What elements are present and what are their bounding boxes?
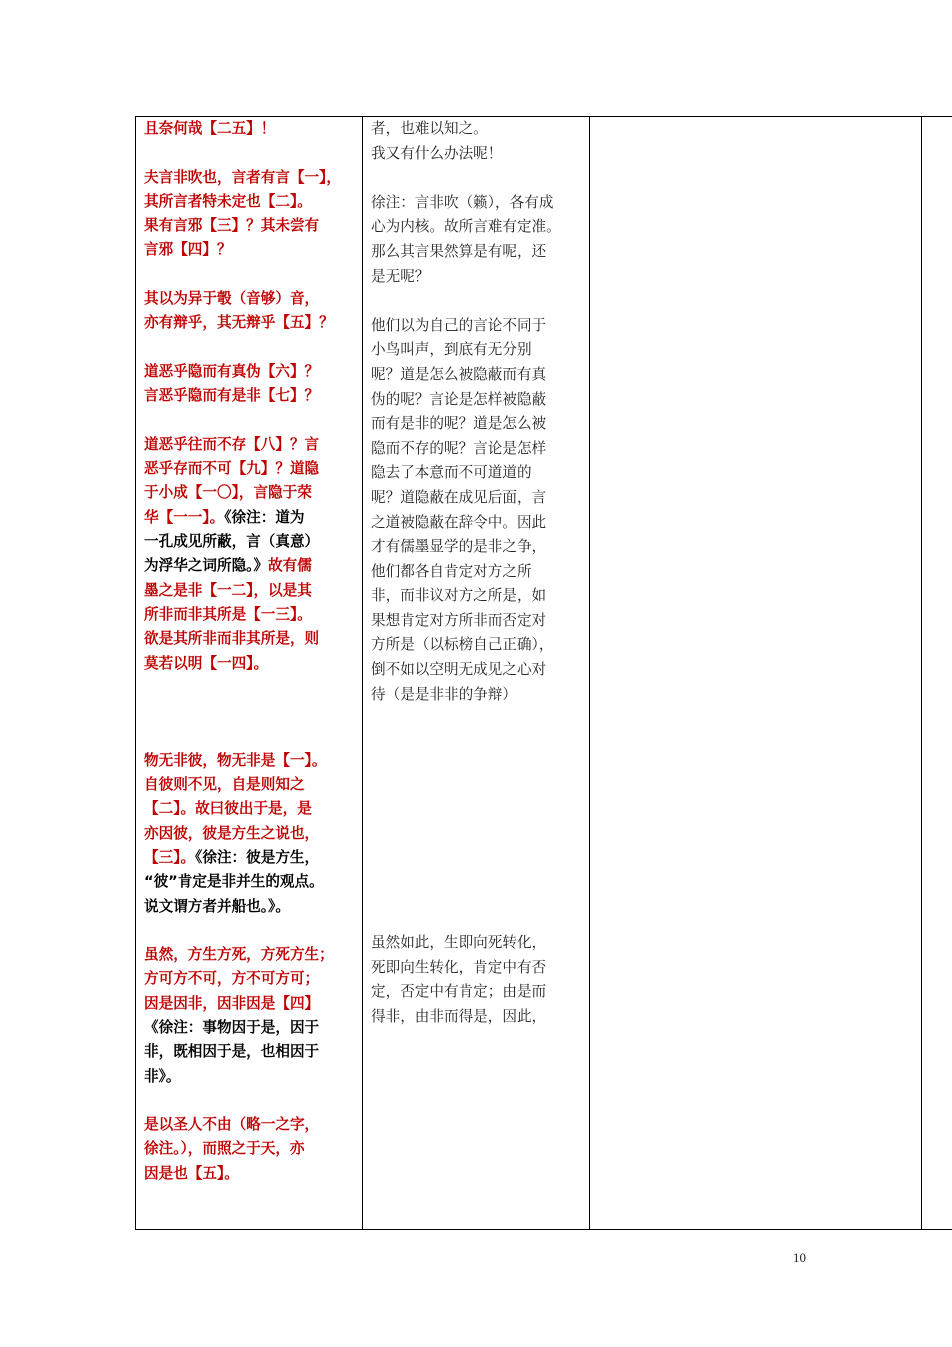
annotation-line: 《徐注：事物因于是，因于	[144, 1018, 320, 1036]
text-line: 小鸟叫声，到底有无分别	[371, 341, 532, 359]
text-line: 我又有什么办法呢！	[371, 144, 503, 162]
table-bottom-border	[135, 1229, 952, 1230]
column-divider-3	[921, 116, 922, 1230]
text-line: 伪的呢？言论是怎样被隐蔽	[371, 390, 547, 408]
translation-para-3	[371, 314, 583, 708]
text-line: 道恶乎往而不存【八】？言	[144, 435, 320, 453]
text-line: 言恶乎隐而有是非【七】？	[144, 387, 320, 405]
table-left-border	[135, 116, 136, 1230]
original-segment: 华【一一】。	[144, 508, 225, 526]
text-line: 心为内核。故所言难有定准。	[371, 218, 561, 236]
text-line: 是以圣人不由（略一之字，	[144, 1116, 320, 1134]
original-segment: 故有儒	[268, 557, 312, 575]
text-line: 待（是是非非的争辩）	[371, 685, 517, 703]
annotation-line: 说文谓方者并船也。》。	[144, 897, 290, 915]
text-line: 【二】。故曰彼出于是，是	[144, 800, 312, 818]
annotation-line: 一孔成见所蔽，言（真意）	[144, 533, 320, 551]
text-line: 定，否定中有肯定；由是而	[371, 983, 547, 1001]
text-line: 道恶乎隐而有真伪【六】？	[144, 362, 320, 380]
original-para-8	[144, 1113, 358, 1186]
text-line: 虽然，方生方死，方死方生；	[144, 946, 334, 964]
annotation-segment: 《徐注：道为	[224, 508, 305, 526]
text-line: 所非而非其所是【一三】。	[144, 605, 312, 623]
text-line: 他们都各自肯定对方之所	[371, 562, 532, 580]
text-line: 他们以为自己的言论不同于	[371, 316, 547, 334]
text-line	[144, 506, 358, 530]
text-line: 且奈何哉【二五】！	[144, 120, 276, 137]
annotation-line: “彼”肯定是非并生的观点。	[144, 873, 324, 891]
text-line: 非，而非议对方之所是，如	[371, 587, 547, 605]
original-para-6	[144, 749, 358, 919]
translation-column	[371, 117, 583, 1025]
text-line: 之道被隐蔽在辞令中。因此	[371, 513, 547, 531]
annotation-line: 非，既相因于是，也相因于	[144, 1043, 320, 1061]
text-line: 自彼则不见，自是则知之	[144, 776, 305, 794]
text-line: 者，也难以知之。	[371, 120, 488, 137]
text-line: 莫若以明【一四】。	[144, 654, 269, 672]
text-line: 方所是（以标榜自己正确），	[371, 636, 554, 654]
text-line: 于小成【一〇】，言隐于荣	[144, 484, 312, 502]
text-line: 得非，由非而得是，因此，	[371, 1007, 547, 1025]
text-line: 言邪【四】？	[144, 241, 232, 259]
original-para-3	[144, 287, 358, 336]
text-line: 其所言者特未定也【二】。	[144, 192, 312, 210]
translation-para-2	[371, 191, 583, 289]
text-line	[144, 554, 358, 578]
original-para-1	[144, 117, 358, 141]
text-line: 果有言邪【三】？其未尝有	[144, 217, 320, 235]
original-para-4	[144, 360, 358, 409]
original-para-7	[144, 943, 358, 1089]
text-line: 隐去了本意而不可道道的	[371, 464, 532, 482]
text-line: 其以为异于彀（音够）音，	[144, 290, 320, 308]
text-line: 恶乎存而不可【九】？道隐	[144, 460, 320, 478]
text-line: 才有儒墨显学的是非之争，	[371, 538, 547, 556]
text-line: 果想肯定对方所非而否定对	[371, 611, 547, 629]
text-line: 徐注。），而照之于天，亦	[144, 1140, 305, 1158]
text-line: 呢？道隐蔽在成见后面，言	[371, 488, 547, 506]
original-para-2	[144, 166, 358, 263]
text-line: 亦有辩乎，其无辩乎【五】？	[144, 314, 334, 332]
text-line	[144, 846, 358, 870]
annotation-segment: 为浮华之词所隐。》	[144, 557, 269, 575]
text-line: 物无非彼，物无非是【一】。	[144, 751, 327, 769]
original-para-5	[144, 433, 358, 676]
column-divider-2	[589, 116, 590, 1230]
text-line: 方可方不可，方不可方可；	[144, 970, 320, 988]
translation-para-4	[371, 931, 546, 1029]
page-number: 10	[793, 1250, 806, 1265]
column-divider-1	[362, 116, 363, 1230]
text-line: 死即向生转化，肯定中有否	[371, 958, 547, 976]
text-line: 墨之是非【一二】，以是其	[144, 581, 312, 599]
original-segment: 【三】。	[144, 848, 196, 866]
text-line: 虽然如此，生即向死转化，	[371, 934, 547, 951]
text-line: 是无呢？	[371, 267, 430, 285]
text-line: 隐而不存的呢？言论是怎样	[371, 439, 547, 457]
text-line: 徐注：言非吹（籁），各有成	[371, 193, 554, 211]
text-line: 而有是非的呢？道是怎么被	[371, 415, 547, 433]
original-text-column	[144, 117, 358, 1186]
translation-para-1	[371, 117, 583, 166]
text-line: 倒不如以空明无成见之心对	[371, 661, 547, 679]
text-line: 亦因彼，彼是方生之说也，	[144, 824, 320, 842]
text-line: 夫言非吹也，言者有言【一】，	[144, 168, 342, 186]
text-line: 欲是其所非而非其所是，则	[144, 630, 320, 648]
annotation-line: 非》。	[144, 1067, 181, 1085]
text-line: 因是也【五】。	[144, 1164, 239, 1182]
text-line: 呢？道是怎么被隐蔽而有真	[371, 365, 547, 383]
text-line: 因是因非，因非因是【四】	[144, 994, 320, 1012]
text-line: 那么其言果然算是有呢，还	[371, 242, 547, 260]
annotation-segment: 《徐注：彼是方生，	[195, 848, 320, 866]
